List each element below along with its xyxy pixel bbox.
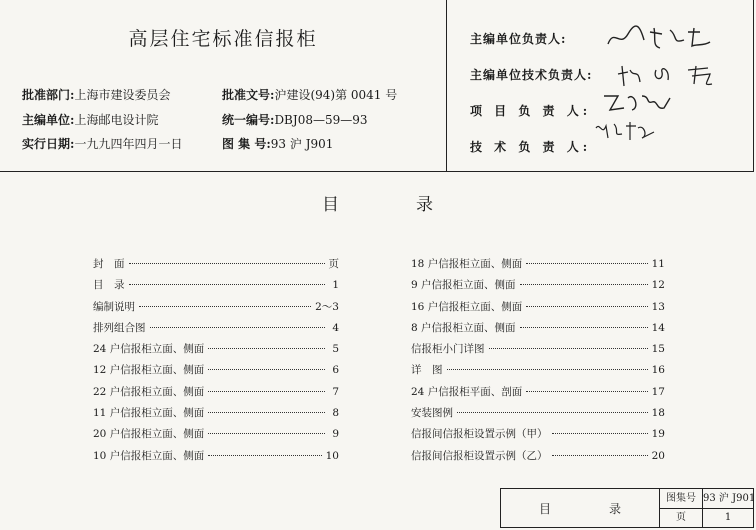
signature-3 bbox=[598, 88, 678, 116]
role-chief-unit-head: 主编单位负责人: bbox=[470, 32, 567, 46]
role-chief-unit-tech-head: 主编单位技术负责人: bbox=[470, 68, 593, 82]
document-title: 高层住宅标准信报柜 bbox=[128, 28, 318, 50]
toc-entry[interactable]: 排列组合图 4 bbox=[93, 321, 339, 334]
approval-number: 批准文号:沪建设(94)第 0041 号 bbox=[222, 88, 398, 102]
toc-entry[interactable]: 目 录 1 bbox=[93, 279, 339, 292]
title-block-name: 目 录 bbox=[500, 488, 660, 528]
signature-2 bbox=[612, 60, 722, 90]
header-divider bbox=[446, 0, 447, 172]
toc-entry[interactable]: 信报间信报柜设置示例（甲） 19 bbox=[411, 428, 665, 441]
toc-title-right: 录 bbox=[416, 195, 433, 215]
toc-entry[interactable]: 编制说明 2～3 bbox=[93, 300, 339, 313]
toc-entry[interactable]: 11 户信报柜立面、侧面 8 bbox=[93, 407, 339, 420]
atlas-number-value: 93 沪 J901 bbox=[702, 488, 754, 509]
toc-entry[interactable]: 20 户信报柜立面、侧面 9 bbox=[93, 428, 339, 441]
toc-left-column bbox=[93, 256, 339, 469]
role-project-lead: 项 目 负 责 人: bbox=[470, 104, 592, 118]
signature-1 bbox=[600, 22, 720, 52]
toc-entry[interactable]: 安装图例 18 bbox=[411, 407, 665, 420]
page-number: 1 bbox=[702, 508, 754, 528]
toc-entry[interactable]: 封 面 页 bbox=[93, 258, 339, 270]
atlas-number: 图 集 号:93 沪 J901 bbox=[222, 137, 334, 151]
page-label: 页 bbox=[659, 508, 703, 528]
toc-right-column bbox=[411, 256, 665, 469]
toc-entry[interactable]: 详 图 16 bbox=[411, 364, 665, 377]
chief-editor-unit: 主编单位:上海邮电设计院 bbox=[22, 113, 159, 127]
toc-entry[interactable]: 16 户信报柜立面、侧面 13 bbox=[411, 300, 665, 313]
approval-dept: 批准部门:上海市建设委员会 bbox=[22, 88, 171, 102]
toc-entry[interactable]: 信报柜小门详图 15 bbox=[411, 343, 665, 356]
toc-entry[interactable]: 信报间信报柜设置示例（乙） 20 bbox=[411, 449, 665, 462]
toc-entry[interactable]: 10 户信报柜立面、侧面 10 bbox=[93, 449, 339, 462]
unified-number: 统一编号:DBJ08—59—93 bbox=[222, 113, 368, 127]
signature-4 bbox=[592, 118, 662, 144]
toc-entry[interactable]: 8 户信报柜立面、侧面 14 bbox=[411, 321, 665, 334]
toc-entry[interactable]: 18 户信报柜立面、侧面 11 bbox=[411, 258, 665, 270]
role-tech-lead: 技 术 负 责 人: bbox=[470, 140, 592, 154]
effective-date: 实行日期:一九九四年四月一日 bbox=[22, 137, 183, 151]
atlas-number-label: 图集号 bbox=[659, 488, 703, 509]
toc-entry[interactable]: 12 户信报柜立面、侧面 6 bbox=[93, 364, 339, 377]
toc-entry[interactable]: 9 户信报柜立面、侧面 12 bbox=[411, 279, 665, 292]
toc-title-left: 目 bbox=[322, 195, 339, 215]
toc-entry[interactable]: 22 户信报柜立面、侧面 7 bbox=[93, 385, 339, 398]
toc-entry[interactable]: 24 户信报柜立面、侧面 5 bbox=[93, 343, 339, 356]
toc-entry[interactable]: 24 户信报柜平面、剖面 17 bbox=[411, 385, 665, 398]
